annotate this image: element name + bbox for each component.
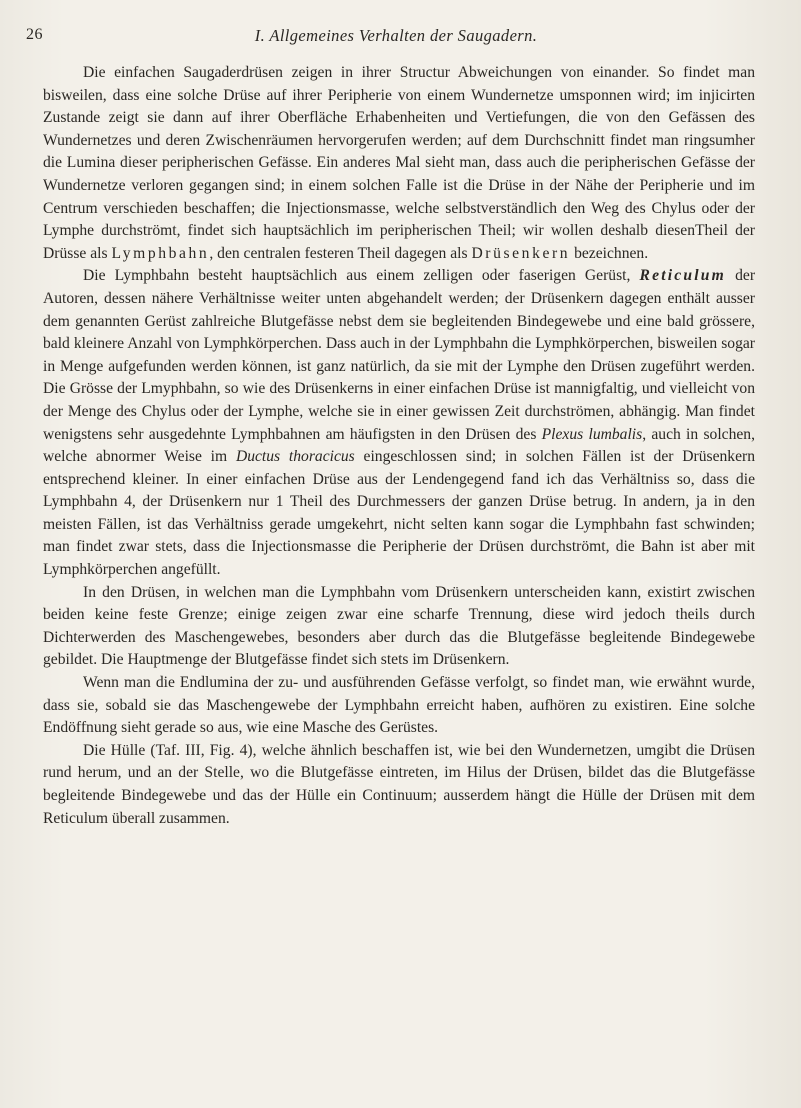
- running-head: [26, 26, 766, 50]
- paragraph-2-part-c: , auch in solchen, welche abnormer Weise im: [43, 425, 755, 466]
- term-druesenkern: Drüsenkern: [471, 244, 571, 262]
- paragraph-1-text: Die einfachen Saugaderdrüsen zeigen in ihrer Structur Abweichungen von einander. So findet man bisweilen, dass eine solche Drüse auf ihrer Peripherie von einem Wundernetze umsponnen wird; im injicirten Zustande zeigt sie dann auf ihrer Oberfläche Erhabenheiten und Vertiefungen, die von den Gefässen des Wundernetzes und deren Zwischenräumen hervorgerufen werden; auf dem Durchschnitt findet man ringsumher die Lumina dieser peripherischen Gefässe. Ein anderes Mal sieht man, dass auch die peripherischen Gefässe der Wundernetze verloren gegangen sind; in einem solchen Falle ist die Drüse in der Nähe der Peripherie und im Centrum verschieden beschaffen; die Injectionsmasse, welche selbstverständlich den Weg des Chylus oder der Lymphe durchströmt, findet sich hauptsächlich im peripherischen Theil; wir wollen deshalb diesenTheil der Drüsse als: [43, 64, 755, 262]
- paragraph-3: In den Drüsen, in welchen man die Lymphbahn vom Drüsenkern unterscheiden kann, existirt zwischen beiden keine feste Grenze; einige zeigen zwar eine scharfe Trennung, diese wird jedoch theils durch Dichterwerden des Maschengewebes, besonders aber durch das die Blutgefässe begleitende Bindegewebe gebildet. Die Hauptmenge der Blutgefässe findet sich stets im Drüsenkern.: [43, 583, 755, 669]
- body-text: [43, 62, 755, 830]
- paragraph-4: Wenn man die Endlumina der zu- und ausführenden Gefässe verfolgt, so findet man, wie erwähnt wurde, dass sie, sobald sie das Maschengewebe der Lymphbahn erreicht haben, aufhören zu existiren. Eine solche Endöffnung sieht gerade so aus, wie eine Masche des Gerüstes.: [43, 674, 755, 737]
- page-number: 26: [26, 26, 43, 43]
- paragraph-1-end: bezeichnen.: [570, 244, 649, 262]
- paragraph-2: [43, 265, 755, 581]
- term-reticulum: Reticulum: [639, 267, 726, 285]
- paragraph-2-part-b: der Autoren, dessen nähere Verhältnisse weiter unten abgehandelt werden; der Drüsenkern dagegen enthält ausser dem genannten Gerüst zahlreiche Blutgefässe nebst dem sie begleitenden Bindegewebe und eine bald grössere, bald kleinere Anzahl von Lymphkörperchen. Dass auch in der Lymphbahn die Lymphkörperchen, bisweilen sogar in Menge aufgefunden werden können, ist ganz natürlich, da sie mit der Lymphe den Drüsen zugeführt werden. Die Grösse der Lmyphbahn, so wie des Drüsenkerns in einer einfachen Drüse ist mannigfaltig, und vielleicht von der Menge des Chylus oder der Lymphe, welche sie in einer gewissen Zeit durchströmen, abhängig. Man findet wenigstens sehr ausgedehnte Lymphbahnen am häufigsten in den Drüsen des: [43, 267, 756, 443]
- paragraph-2-part-d: eingeschlossen sind; in solchen Fällen ist der Drüsenkern entsprechend kleiner. In einer einfachen Drüse aus der Lendengegend fand ich das Verhältniss so, dass die Lymphbahn 4, der Drüsenkern nur 1 Theil des Durchmessers der ganzen Drüse betrug. In andern, ja in den meisten Fällen, ist das Verhältniss gerade umgekehrt, nicht selten kann sogar die Lymphbahn fast schwinden; man findet zwar stets, dass die Injectionsmasse die Peripherie der Drüsen durchströmt, die Bahn ist aber mit Lymphkörperchen angefüllt.: [43, 448, 755, 579]
- paragraph-2-part-a: Die Lymphbahn besteht hauptsächlich aus einem zelligen oder faserigen Gerüst,: [83, 267, 640, 285]
- running-title: I. Allgemeines Verhalten der Saugadern.: [254, 26, 538, 45]
- paragraph-1: [43, 62, 755, 265]
- term-plexus-lumbalis: Plexus lumbalis: [541, 425, 643, 443]
- term-lymphbahn: Lymphbahn: [111, 244, 210, 262]
- paragraph-5: Die Hülle (Taf. III, Fig. 4), welche ähnlich beschaffen ist, wie bei den Wundernetzen, umgibt die Drüsen rund herum, und an der Stelle, wo die Blutgefässe eintreten, im Hilus der Drüsen, bildet das die Blutgefässe begleitende Bindegewebe und das der Hülle ein Continuum; ausserdem hängt die Hülle der Drüsen mit dem Reticulum überall zusammen.: [43, 741, 755, 827]
- paragraph-1-mid: , den centralen festeren Theil dagegen als: [209, 244, 472, 262]
- term-ductus-thoracicus: Ductus thoracicus: [235, 448, 355, 466]
